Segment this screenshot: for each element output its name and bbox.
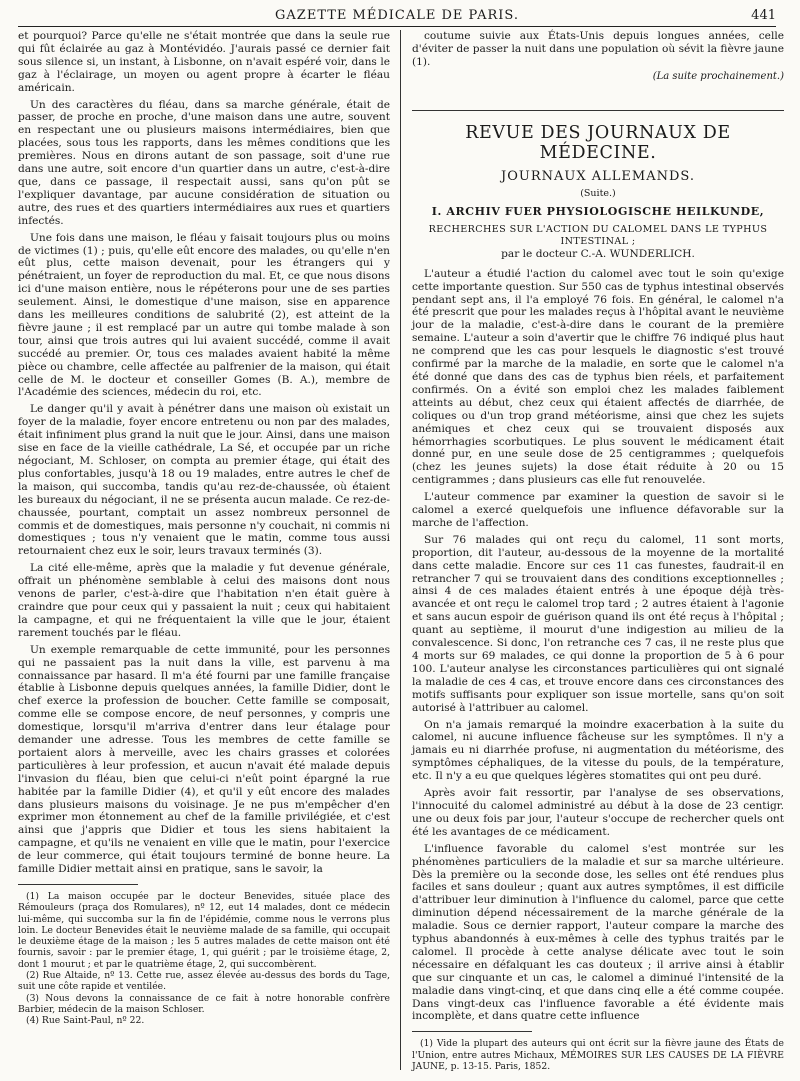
paragraph: et pourquoi? Parce qu'elle ne s'était montrée que dans la seule rue qui fût éclairée au gaz à Montévidéo. J'aurais passé ce dernier fait sous silence si, un instant, à Lisbonne, on n'avait espéré voir, dans le gaz à l'éclairage, un moyen ou agent propre à écarter le fléau américain.: [18, 30, 390, 94]
paragraph: L'auteur a étudié l'action du calomel avec tout le soin qu'exige cette importante question. Sur 550 cas de typhus intestinal observés pendant sept ans, il l'a employé 76 fois. En général, le calomel n'a été prescrit que pour les malades reçus à l'hôpital avant le neuvième jour de la maladie, c'est-à-dire dans le courant de la première semaine. L'auteur a soin d'avertir que le chiffre 76 indiqué plus haut ne comprend que les cas pour lesquels le diagnostic s'est trouvé confirmé par la marche de la maladie, en sorte que le calomel n'a été donné que dans des cas de typhus bien réels, et parfaitement confirmés. On a évité son emploi chez les malades faiblement atteints au début, chez ceux qui étaient affectés de diarrhée, de coliques ou d'un trop grand météorisme, ainsi que chez les sujets anémiques et chez ceux qui se trouvaient disposés aux hémorrhagies scorbutiques. Le plus souvent le médicament était donné pur, en une seule dose de 25 centigrammes ; quelquefois (chez les jeunes sujets) la dose était réduite à 20 ou 15 centigrammes ; dans plusieurs cas elle fut renouvelée.: [412, 267, 784, 487]
paragraph: Le danger qu'il y avait à pénétrer dans une maison où existait un foyer de la maladie, foyer encore entretenu ou non par des malades, était infiniment plus grand la nuit que le jour. Ainsi, dans une maison sise en face de la vieille cathédrale, La Sé, et occupée par un riche négociant, M. Schloser, on compta au premier étage, qui était des plus confortables, jusqu'à 18 ou 19 malades, entre autres le chef de la maison, qui succomba, tandis qu'au rez-de-chaussée, où étaient les bureaux du négociant, il ne se présenta aucun malade. Ce rez-de-chaussée, pourtant, comptait un assez nombreux personnel de commis et de domestiques, mais personne n'y couchait, ni commis ni domestiques ; tous n'y venaient que le matin, comme tous aussi retournaient chez eux le soir, leurs travaux terminés (3).: [18, 403, 390, 558]
footnote-divider: [412, 1031, 532, 1032]
footnote: (1) Vide la plupart des auteurs qui ont écrit sur la fièvre jaune des États de l'Union, entre autres Michaux, MÉMOIRES SUR LES CAUSES DE LA FIÈVRE JAUNE, p. 13-15. Paris, 1852.: [412, 1038, 784, 1072]
paragraph: Un des caractères du fléau, dans sa marche générale, était de passer, de proche en proche, d'une maison dans une autre, souvent en respectant une ou plusieurs maisons intermédiaires, bien que placées, sous tous les rapports, dans les mêmes conditions que les premières. Nous en dirons autant de son passage, soit d'une rue dans une autre, soit encore d'un quartier dans un autre, c'est-à-dire que, dans ce passage, il respectait aussi, sans qu'on pût se l'expliquer davantage, par aucune considération de situation ou autre, des rues et des quartiers intermédiaires aux rues et quartiers infectés.: [18, 98, 390, 227]
footnote: (1) La maison occupée par le docteur Benevides, située place des Rémouleurs (praça dos Romulares), nº 12, eut 14 malades, dont ce médecin lui-même, qui succomba sur la fin de l'épidémie, comme nous le verrons plus loin. Le docteur Benevides était le neuvième malade de sa famille, qui occupait le deuxième étage de la maison ; les 5 autres malades de cette maison ont été fournis, savoir : par le premier étage, 1, qui guérit ; par le troisième étage, 2, dont 1 mourut ; et par le quatrième étage, 2, qui succombèrent.: [18, 891, 390, 970]
footnote: (3) Nous devons la connaissance de ce fait à notre honorable confrère Barbier, médecin de la maison Schloser.: [18, 992, 390, 1015]
paragraph: On n'a jamais remarqué la moindre exacerbation à la suite du calomel, ni aucune influence fâcheuse sur les symptômes. Il n'y a jamais eu ni diarrhée profuse, ni augmentation du météorisme, des symptômes céphaliques, de la vitesse du pouls, de la température, etc. Il n'y a eu que quelques légères stomatites qui ont peu duré.: [412, 718, 784, 783]
paragraph: L'auteur commence par examiner la question de savoir si le calomel a exercé quelquefois une influence défavorable sur la marche de l'affection.: [412, 491, 784, 529]
section-subtitle: JOURNAUX ALLEMANDS.: [501, 168, 695, 184]
paragraph: L'influence favorable du calomel s'est montrée sur les phénomènes particuliers de la maladie et sur sa marche ultérieure. Dès la première ou la seconde dose, les selles ont été rendues plus faciles et sans douleur ; quant aux autres symptômes, il est difficile d'attribuer leur diminution à l'influence du calomel, parce que cette diminution dépend nécessairement de la marche générale de la maladie. Sous ce dernier rapport, l'auteur compare la marche des typhus abandonnés à eux-mêmes à celle des typhus traités par le calomel. Il procède à cette analyse délicate avec tout le soin nécessaire en défalquant les cas douteux ; il arrive ainsi à établir que sur cinquante et un cas, le calomel a diminué l'intensité de la maladie dans vingt-cinq, et que dans cinq elle a été comme coupée. Dans vingt-deux cas l'influence favorable a été évidente mais incomplète, et dans quatre cette influence: [412, 842, 784, 1023]
journal-title: GAZETTE MÉDICALE DE PARIS.: [275, 8, 519, 23]
page-number: 441: [751, 8, 776, 23]
footnotes-right: [412, 1038, 784, 1072]
footnote: (2) Rue Altaide, nº 13. Cette rue, assez élevée au-dessus des bords du Tage, suit une côte rapide et ventilée.: [18, 970, 390, 993]
right-column: [412, 30, 784, 1072]
running-header: [18, 6, 776, 27]
section-suite: (Suite.): [580, 187, 616, 199]
footnotes-left: [18, 891, 390, 1027]
section-title: REVUE DES JOURNAUX DE MÉDECINE.: [465, 122, 731, 163]
paragraph: Après avoir fait ressortir, par l'analyse de ses observations, l'innocuité du calomel administré au début à la dose de 23 centigr. une ou deux fois par jour, l'auteur s'occupe de rechercher quels ont été les avantages de ce médicament.: [412, 787, 784, 838]
paragraph: La cité elle-même, après que la maladie y fut devenue générale, offrait un phénomène semblable à celui des maisons dont nous venons de parler, c'est-à-dire que l'habitation n'en était guère à craindre que pour ceux qui y passaient la nuit ; ceux qui habitaient la campagne, et qui ne fréquentaient la ville que le jour, étaient rarement touchés par le fléau.: [18, 562, 390, 639]
footnote: (4) Rue Saint-Paul, nº 22.: [26, 1015, 145, 1027]
paragraph: Un exemple remarquable de cette immunité, pour les personnes qui ne passaient pas la nuit dans la ville, est parvenu à ma connaissance par hasard. Il m'a été fourni par une famille française établie à Lisbonne depuis quelques années, la famille Didier, dont le chef exerce la profession de boucher. Cette famille se composait, comme elle se compose encore, de neuf personnes, y compris une domestique, lorsqu'il m'arriva d'entrer dans leur étalage pour demander une adresse. Tous les membres de cette famille se portaient alors à merveille, avec les chairs grasses et colorées particulières à leur profession, et aucun n'avait été malade depuis l'invasion du fléau, bien que celui-ci n'eût point épargné la rue habitée par la famille Didier (4), et qu'il y eût encore des malades dans plusieurs maisons du voisinage. Je ne pus m'empêcher d'en exprimer mon étonnement au chef de la famille privilégiée, et c'est ainsi que j'appris que Didier et tous les siens habitaient la campagne, et qu'ils ne venaient en ville que le matin, pour l'exercice de leur commerce, qui était toujours terminé de bonne heure. La famille Didier mettait ainsi en pratique, sans le savoir, la: [18, 643, 390, 876]
column-divider: [400, 30, 401, 1070]
suite-note: (La suite prochainement.): [652, 70, 784, 82]
section-header: [412, 110, 784, 260]
paragraph: Une fois dans une maison, le fléau y faisait toujours plus ou moins de victimes (1) ; puis, qu'elle eût encore des malades, ou qu'elle n'en eût plus, cette maison devenait, pour les étrangers qui y pénétraient, un foyer de reproduction du mal. Et, ce que nous disons ici d'une maison entière, nous le répéterons pour une de ses parties seulement. Ainsi, le domestique d'une maison, sise en apparence dans les meilleures conditions de salubrité (2), est atteint de la fièvre jaune ; il est remplacé par un autre qui tombe malade à son tour, ainsi que trois autres qui lui avaient succédé, comme il avait succédé au premier. Or, tous ces malades avaient habité la même pièce ou chambre, celle affectée au palfrenier de la maison, qui était celle de M. le docteur et conseiller Gomes (B. A.), membre de l'Académie des sciences, médecin du roi, etc.: [18, 231, 390, 399]
paragraph: Sur 76 malades qui ont reçu du calomel, 11 sont morts, proportion, dit l'auteur, au-dessous de la moyenne de la mortalité dans cette maladie. Encore sur ces 11 cas funestes, faudrait-il en retrancher 7 qui se trouvaient dans des conditions exceptionnelles ; ainsi 4 de ces malades étaient entrés à une époque déjà très-avancée et ont reçu le calomel trop tard ; 2 autres étaient à l'agonie et sans aucun espoir de guérison quand ils ont été reçus à l'hôpital ; quant au septième, il mourut d'une indigestion au milieu de la convalescence. Si donc, l'on retranche ces 7 cas, il ne reste plus que 4 morts sur 69 malades, ce qui donne la proportion de 5 à 6 pour 100. L'auteur analyse les circonstances particulières qui ont signalé la maladie de ces 4 cas, et trouve encore dans ces circonstances des motifs suffisants pour expliquer son issue mortelle, sans qu'on soit autorisé à l'attribuer au calomel.: [412, 533, 784, 714]
article-title: RECHERCHES SUR L'ACTION DU CALOMEL DANS LE TYPHUS INTESTINAL ;: [428, 223, 768, 247]
footnote-divider: [18, 884, 138, 885]
article-heading: I. ARCHIV FUER PHYSIOLOGISCHE HEILKUNDE,: [431, 204, 765, 218]
left-column: [18, 30, 390, 1027]
article-author: par le docteur C.-A. WUNDERLICH.: [501, 247, 695, 260]
paragraph: coutume suivie aux États-Unis depuis longues années, celle d'éviter de passer la nuit dans une population où sévit la fièvre jaune (1).: [412, 30, 784, 68]
